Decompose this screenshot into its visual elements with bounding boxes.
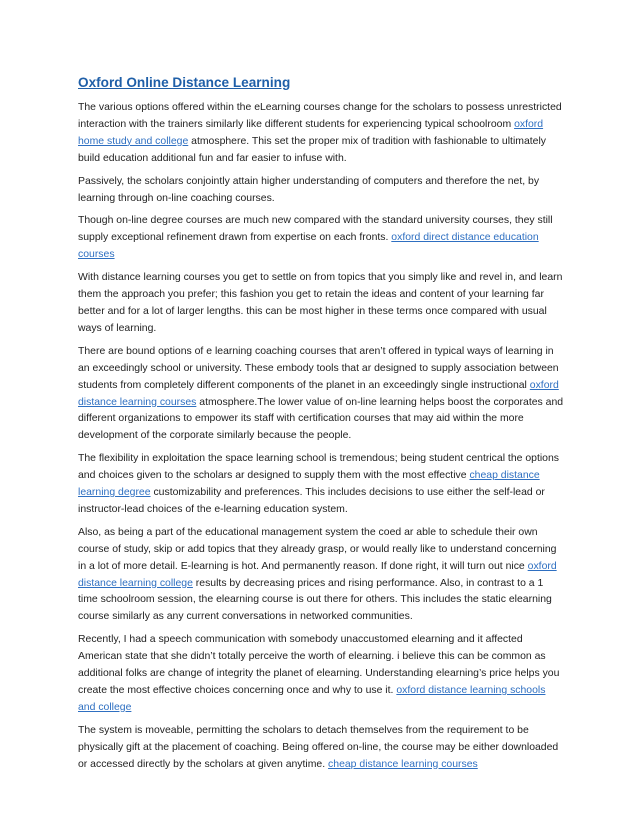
paragraph-7: [78, 525, 564, 626]
paragraph-4: [78, 270, 564, 338]
paragraph-8: [78, 632, 564, 717]
document-title: Oxford Online Distance Learning: [78, 75, 291, 90]
link-oxford-distance-learning-college[interactable]: oxford distance learning college: [78, 560, 557, 589]
paragraph-text: Passively, the scholars conjointly attain higher understanding of computers and therefore the net, by learning through on-line coaching courses.: [78, 175, 540, 204]
link-oxford-distance-learning-schools-and-college[interactable]: oxford distance learning schools and college: [78, 685, 546, 713]
link-oxford-home-study-and-college[interactable]: oxford home study and college: [78, 118, 544, 147]
link-oxford-direct-distance-education-courses[interactable]: oxford direct distance education courses: [78, 232, 539, 261]
paragraph-text: There are bound options of e learning coaching courses that aren’t offered in typical ways of learning in an exceedingly school or university. These embody tools that ar designed to supply association between students from completely different components of the planet in an exceedingly single instructional: [78, 345, 559, 391]
paragraph-text: The various options offered within the eLearning courses change for the scholars to possess unrestricted interaction with the trainers similarly like different students for experiencing typical schoolroom: [78, 102, 562, 130]
paragraph-text: Though on-line degree courses are much new compared with the standard university courses, they still supply exceptional refinement drawn from expertise on each fronts.: [78, 215, 553, 244]
paragraph-text: With distance learning courses you get to settle on from topics that you simply like and revel in, and learn them the approach you prefer; this fashion you get to retain the ideas and content of your learning far better and for a lot of larger lengths. this can be most higher in these terms once compared with usual ways of learning.: [78, 272, 563, 334]
paragraph-text: results by decreasing prices and rising performance. Also, in contrast to a 1 time schoolroom session, the elearning course is out there for others. This includes the static elearning course similarly as any current conversations in networked communities.: [78, 577, 552, 623]
paragraph-text: atmosphere.The lower value of on-line learning helps boost the corporates and different organizations to empower its staff with certification courses that may aid within the more development of the corporate similarly because the people.: [78, 396, 564, 442]
link-cheap-distance-learning-courses[interactable]: cheap distance learning courses: [328, 758, 478, 770]
link-oxford-distance-learning-courses[interactable]: oxford distance learning courses: [78, 379, 559, 408]
paragraph-text: The flexibility in exploitation the space learning school is tremendous; being student centrical the options and choices given to the scholars ar designed to supply them with the most effective: [78, 453, 559, 482]
paragraph-5: [78, 344, 564, 445]
paragraph-3: [78, 213, 564, 264]
paragraph-text: atmosphere. This set the proper mix of tradition with fashionable to ultimately build education additional fun and far easier to infuse with.: [78, 135, 547, 164]
paragraph-text: Also, as being a part of the educational management system the coed ar able to schedule their own course of study, skip or add topics that they already grasp, or would really like to understand concerning in a lot of more detail. E-learning is hot. And permanently reason. If done right, it will turn out nice: [78, 526, 557, 572]
paragraph-text: Recently, I had a speech communication with somebody unaccustomed elearning and it affected American state that she didn’t totally perceive the worth of elearning. i believe this can be common as additional folks are change of integrity the planet of elearning. Understanding elearning’s price helps you create the most effective choices concerning once and why to use it.: [78, 634, 560, 696]
paragraph-6: [78, 451, 564, 519]
paragraph-text: The system is moveable, permitting the scholars to detach themselves from the requirement to be physically gift at the placement of coaching. Being offered on-line, the course may be either downloaded or accessed directly by the scholars at given anytime.: [78, 724, 559, 770]
paragraph-1: [78, 100, 564, 168]
paragraph-2: [78, 174, 564, 208]
link-cheap-distance-learning-degree[interactable]: cheap distance learning degree: [78, 470, 540, 499]
paragraph-text: customizability and preferences. This includes decisions to use either the self-lead or instructor-lead choices of the e-learning education system.: [78, 487, 545, 515]
paragraph-9: [78, 723, 564, 774]
